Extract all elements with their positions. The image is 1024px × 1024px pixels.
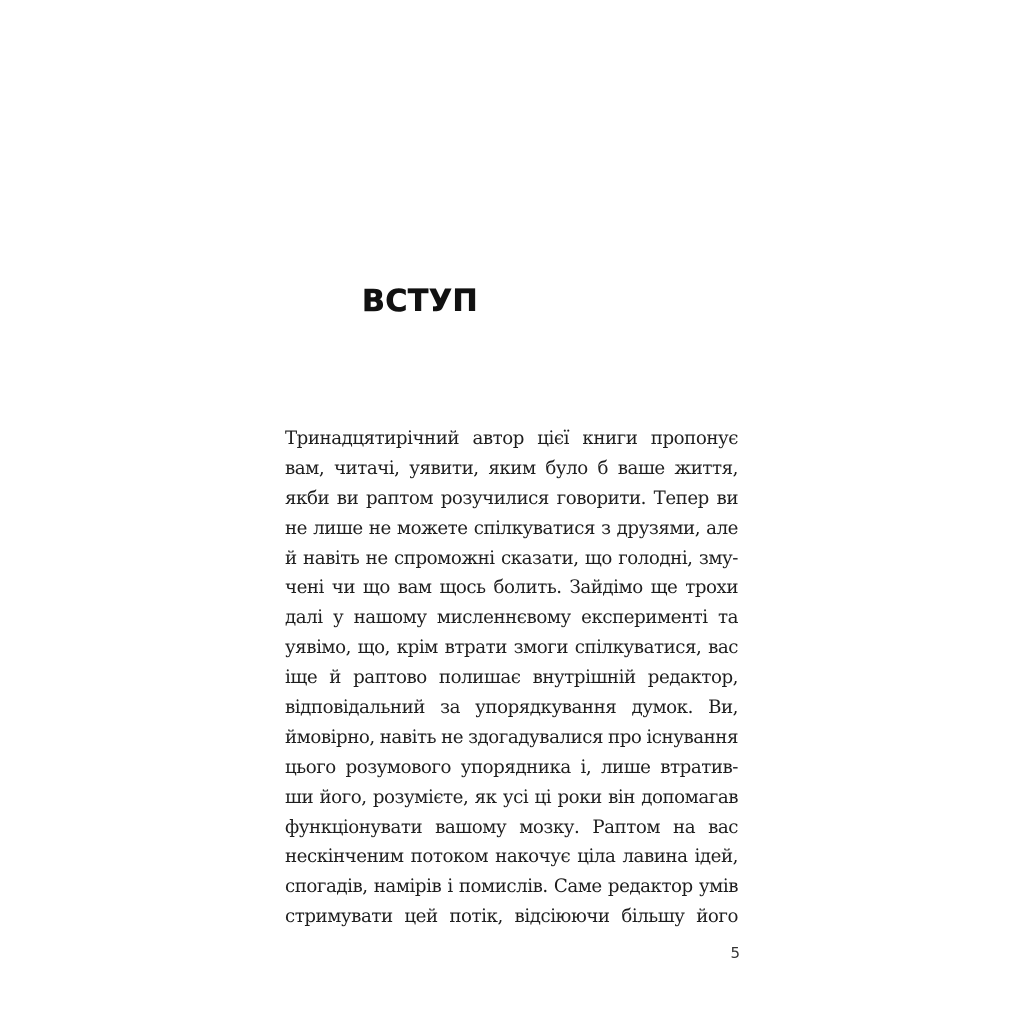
text-line: якби ви раптом розучилися говорити. Тепер ви [285,487,738,509]
text-line: спогадів, намірів і помислів. Саме редактор умів [285,876,738,898]
text-line: далі у нашому мисленнєвому експерименті та [285,607,738,629]
text-line: Тринадцятирічний автор цієї книги пропонує [285,428,738,449]
text-line: вам, читачі, уявити, яким було б ваше життя, [285,457,738,479]
chapter-title: ВСТУП [362,284,479,319]
text-line: цього розумового упорядника і, лише втратив- [285,756,738,778]
text-line: відповідальний за упорядкування думок. Ви, [285,697,738,719]
text-line: ши його, розумієте, як усі ці роки він допомагав [285,786,738,808]
page-number: 5 [730,944,740,962]
text-line: чені чи що вам щось болить. Зайдімо ще трохи [285,577,738,599]
text-line: уявімо, що, крім втрати змоги спілкуватися, вас [285,637,738,659]
text-line: функціонувати вашому мозку. Раптом на вас [285,816,738,838]
text-line: іще й раптово полишає внутрішній редактор, [285,667,738,689]
text-line: ймовірно, навіть не здогадувалися про існування [285,726,738,748]
text-line: не лише не можете спілкуватися з друзями, але [285,517,738,539]
text-line: нескінченим потоком накочує ціла лавина ідей, [285,846,738,868]
body-text [285,424,738,932]
text-line: й навіть не спроможні сказати, що голодні, зму- [285,547,738,569]
text-line: стримувати цей потік, відсіюючи більшу його [285,906,738,928]
